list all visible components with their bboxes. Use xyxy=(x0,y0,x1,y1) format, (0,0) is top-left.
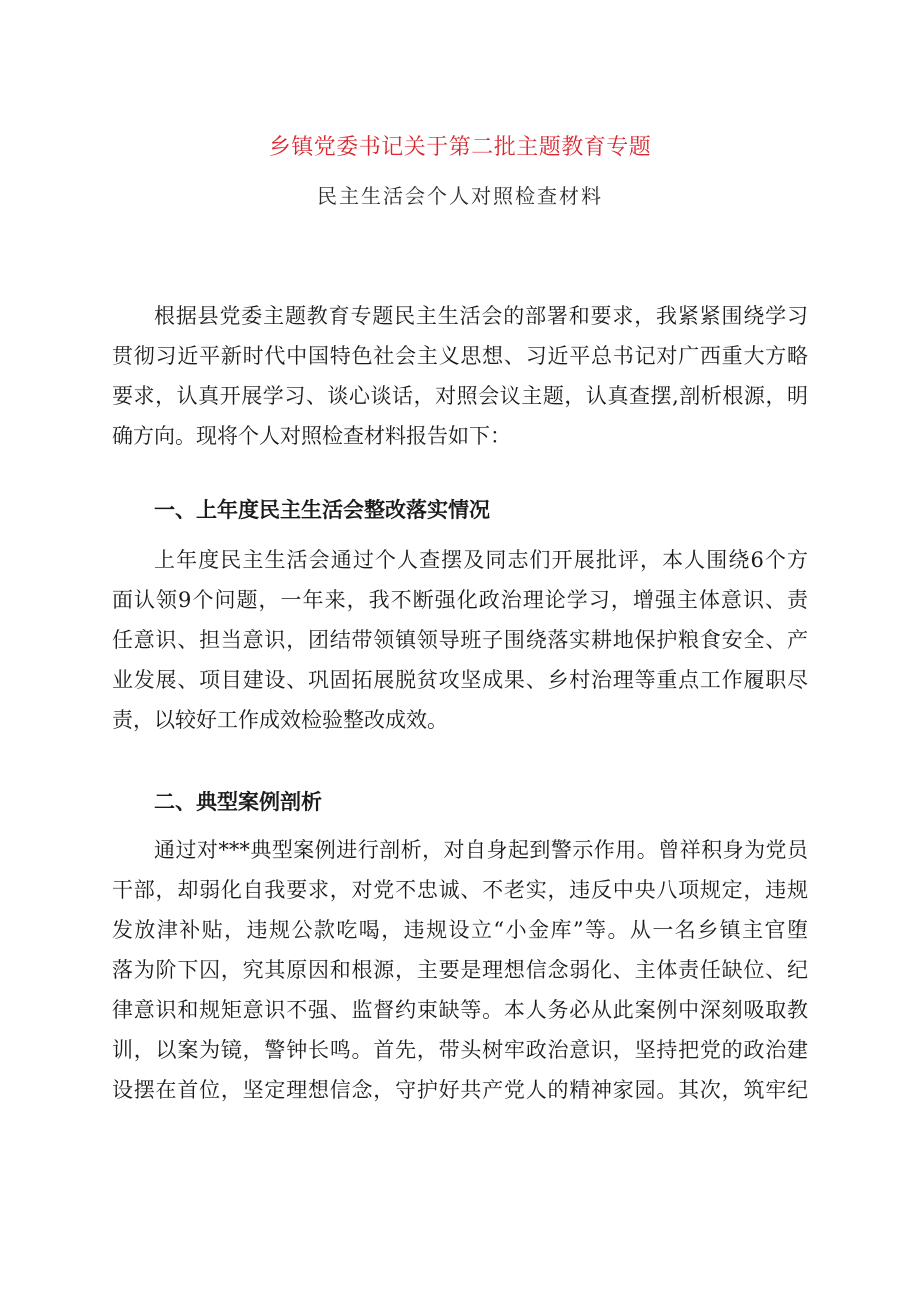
intro-line: 贯彻习近平新时代中国特色社会主义思想、习近平总书记对广西重大方略 xyxy=(112,344,808,368)
section1-paragraph xyxy=(112,540,808,740)
section1-line: 任意识、担当意识，团结带领镇领导班子围绕落实耕地保护粮食安全、产 xyxy=(112,628,808,652)
section2-line: 训，以案为镜，警钟长鸣。首先，带头树牢政治意识，坚持把党的政治建 xyxy=(112,1038,808,1062)
intro-line: 确方向。现将个人对照检查材料报告如下： xyxy=(112,424,511,448)
intro-line: 要求，认真开展学习、谈心谈话，对照会议主题，认真查摆,剖析根源，明 xyxy=(112,384,808,408)
intro-line: 根据县党委主题教育专题民主生活会的部署和要求，我紧紧围绕学习 xyxy=(154,304,808,328)
section2-line: 干部，却弱化自我要求，对党不忠诚、不老实，违反中央八项规定，违规 xyxy=(112,878,808,902)
section1-line: 面认领9个问题，一年来，我不断强化政治理论学习，增强主体意识、责 xyxy=(112,588,808,612)
section2-line: 律意识和规矩意识不强、监督约束缺等。本人务必从此案例中深刻吸取教 xyxy=(112,998,808,1022)
section2-heading: 二、典型案例剖析 xyxy=(154,790,322,814)
section2-line: 设摆在首位，坚定理想信念，守护好共产党人的精神家园。其次，筑牢纪 xyxy=(112,1078,808,1102)
intro-paragraph xyxy=(112,296,808,456)
section2-paragraph xyxy=(112,830,808,1110)
section1-line: 业发展、项目建设、巩固拓展脱贫攻坚成果、乡村治理等重点工作履职尽 xyxy=(112,668,808,692)
section1-line: 上年度民主生活会通过个人查摆及同志们开展批评，本人围绕6个方 xyxy=(154,548,808,572)
section2-line: 通过对***典型案例进行剖析，对自身起到警示作用。曾祥积身为党员 xyxy=(154,838,808,862)
document-title: 乡镇党委书记关于第二批主题教育专题 xyxy=(268,135,652,160)
document-subtitle: 民主生活会个人对照检查材料 xyxy=(317,184,603,208)
section2-line: 落为阶下囚，究其原因和根源，主要是理想信念弱化、主体责任缺位、纪 xyxy=(112,958,808,982)
section1-heading: 一、上年度民主生活会整改落实情况 xyxy=(154,498,490,522)
section2-line: 发放津补贴，违规公款吃喝，违规设立“小金库”等。从一名乡镇主官堕 xyxy=(112,918,808,942)
section1-line: 责，以较好工作成效检验整改成效。 xyxy=(112,708,448,732)
